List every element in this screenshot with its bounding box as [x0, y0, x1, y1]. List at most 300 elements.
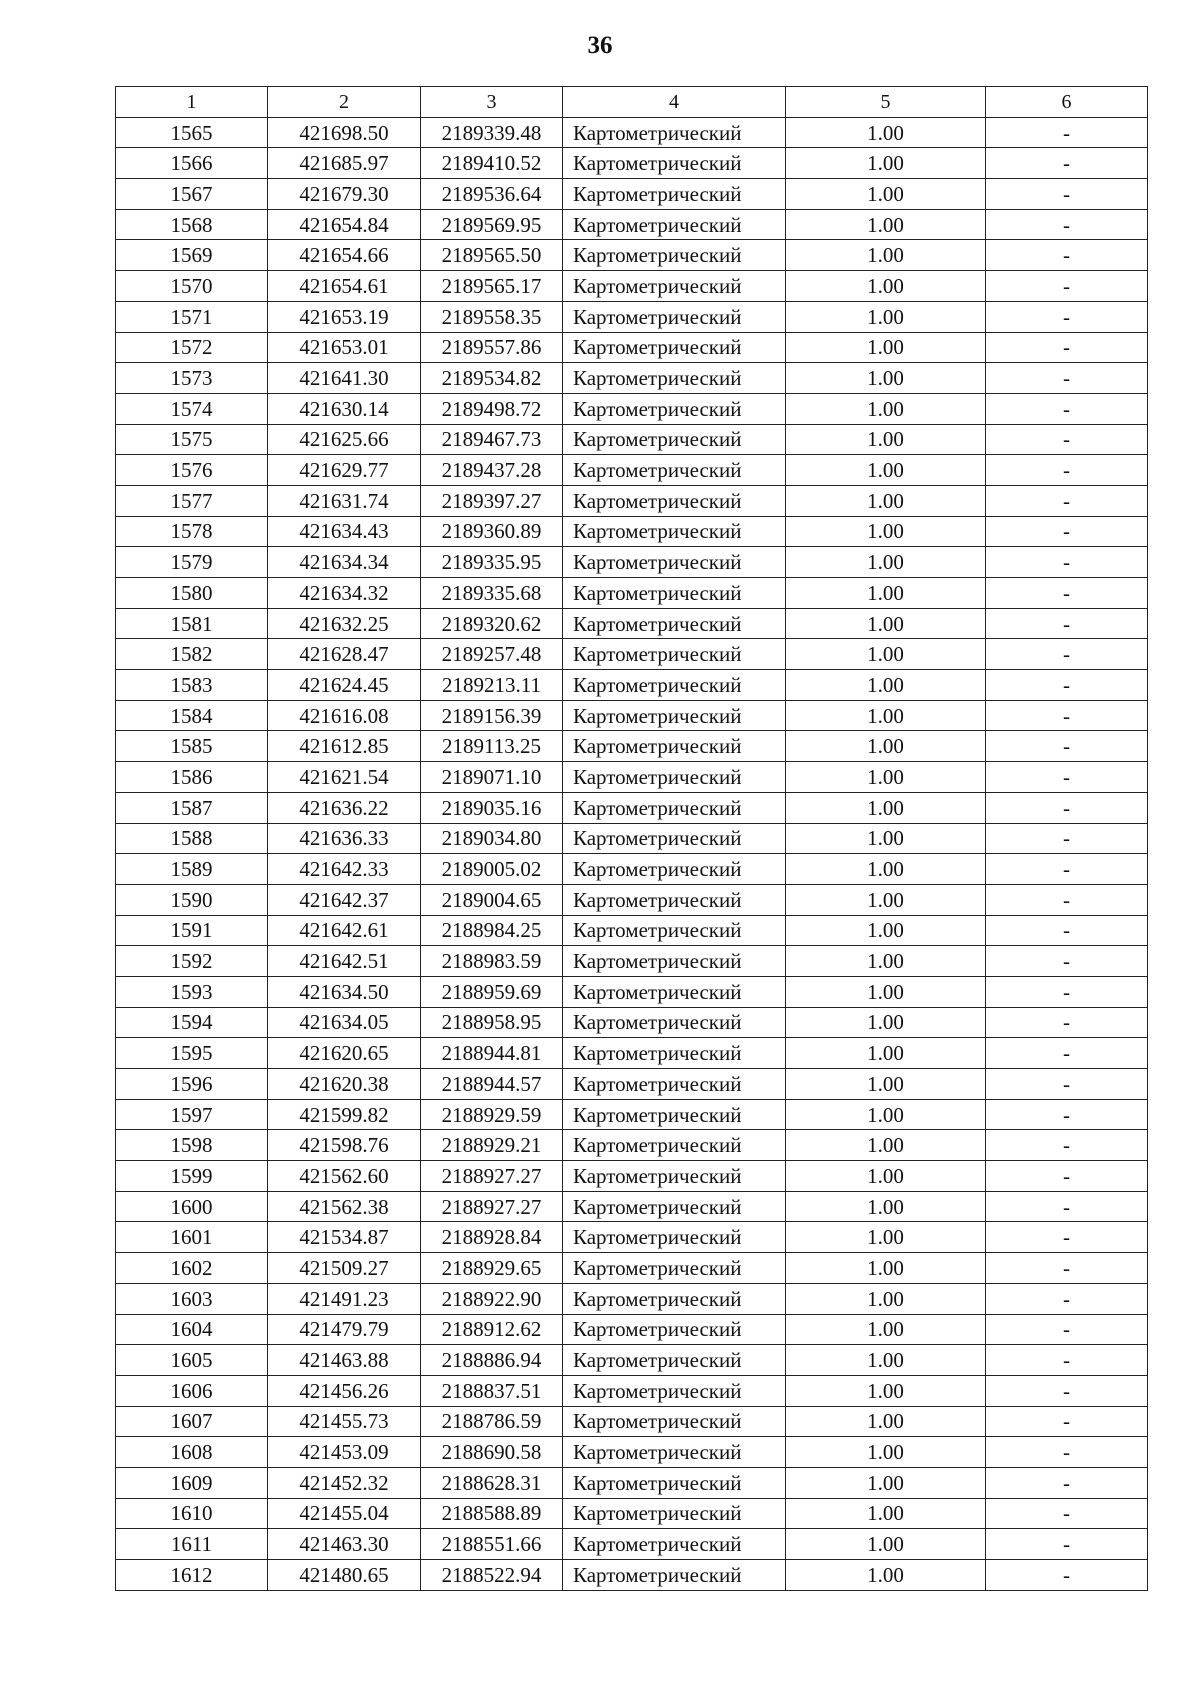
- x-coordinate-cell: 421636.22: [268, 792, 421, 823]
- note-cell: -: [986, 271, 1148, 302]
- table-row: [116, 578, 1148, 609]
- table-row: [116, 1437, 1148, 1468]
- accuracy-cell: 1.00: [786, 976, 986, 1007]
- x-coordinate-cell: 421634.32: [268, 578, 421, 609]
- x-coordinate-cell: 421698.50: [268, 117, 421, 148]
- point-number-cell: 1573: [116, 363, 268, 394]
- y-coordinate-cell: 2189534.82: [421, 363, 563, 394]
- method-cell: Картометрический: [563, 117, 786, 148]
- note-cell: -: [986, 485, 1148, 516]
- accuracy-cell: 1.00: [786, 1069, 986, 1100]
- method-cell: Картометрический: [563, 976, 786, 1007]
- note-cell: -: [986, 209, 1148, 240]
- method-cell: Картометрический: [563, 1038, 786, 1069]
- x-coordinate-cell: 421679.30: [268, 179, 421, 210]
- table-row: [116, 700, 1148, 731]
- y-coordinate-cell: 2188922.90: [421, 1283, 563, 1314]
- table-row: [116, 301, 1148, 332]
- x-coordinate-cell: 421491.23: [268, 1283, 421, 1314]
- note-cell: -: [986, 608, 1148, 639]
- note-cell: -: [986, 1283, 1148, 1314]
- point-number-cell: 1608: [116, 1437, 268, 1468]
- point-number-cell: 1588: [116, 823, 268, 854]
- table-row: [116, 1038, 1148, 1069]
- y-coordinate-cell: 2188837.51: [421, 1375, 563, 1406]
- note-cell: -: [986, 700, 1148, 731]
- method-cell: Картометрический: [563, 578, 786, 609]
- y-coordinate-cell: 2188929.65: [421, 1253, 563, 1284]
- point-number-cell: 1586: [116, 762, 268, 793]
- point-number-cell: 1590: [116, 884, 268, 915]
- note-cell: -: [986, 1467, 1148, 1498]
- x-coordinate-cell: 421599.82: [268, 1099, 421, 1130]
- y-coordinate-cell: 2189335.68: [421, 578, 563, 609]
- y-coordinate-cell: 2189565.50: [421, 240, 563, 271]
- note-cell: -: [986, 823, 1148, 854]
- y-coordinate-cell: 2189498.72: [421, 393, 563, 424]
- y-coordinate-cell: 2189213.11: [421, 670, 563, 701]
- note-cell: -: [986, 946, 1148, 977]
- x-coordinate-cell: 421625.66: [268, 424, 421, 455]
- note-cell: -: [986, 1406, 1148, 1437]
- accuracy-cell: 1.00: [786, 516, 986, 547]
- point-number-cell: 1575: [116, 424, 268, 455]
- x-coordinate-cell: 421621.54: [268, 762, 421, 793]
- y-coordinate-cell: 2189004.65: [421, 884, 563, 915]
- note-cell: -: [986, 578, 1148, 609]
- accuracy-cell: 1.00: [786, 731, 986, 762]
- y-coordinate-cell: 2188983.59: [421, 946, 563, 977]
- point-number-cell: 1602: [116, 1253, 268, 1284]
- note-cell: -: [986, 762, 1148, 793]
- table-row: [116, 271, 1148, 302]
- note-cell: -: [986, 179, 1148, 210]
- y-coordinate-cell: 2188944.81: [421, 1038, 563, 1069]
- table-row: [116, 179, 1148, 210]
- point-number-cell: 1605: [116, 1345, 268, 1376]
- x-coordinate-cell: 421653.01: [268, 332, 421, 363]
- accuracy-cell: 1.00: [786, 271, 986, 302]
- x-coordinate-cell: 421620.65: [268, 1038, 421, 1069]
- point-number-cell: 1577: [116, 485, 268, 516]
- note-cell: -: [986, 792, 1148, 823]
- x-coordinate-cell: 421642.33: [268, 854, 421, 885]
- y-coordinate-cell: 2188927.27: [421, 1161, 563, 1192]
- accuracy-cell: 1.00: [786, 117, 986, 148]
- column-header-3: 3: [421, 87, 563, 118]
- y-coordinate-cell: 2189071.10: [421, 762, 563, 793]
- accuracy-cell: 1.00: [786, 1406, 986, 1437]
- accuracy-cell: 1.00: [786, 393, 986, 424]
- note-cell: -: [986, 148, 1148, 179]
- accuracy-cell: 1.00: [786, 854, 986, 885]
- x-coordinate-cell: 421463.30: [268, 1529, 421, 1560]
- table-row: [116, 1529, 1148, 1560]
- coordinates-table: [115, 86, 1148, 1591]
- table-row: [116, 915, 1148, 946]
- accuracy-cell: 1.00: [786, 1437, 986, 1468]
- accuracy-cell: 1.00: [786, 240, 986, 271]
- note-cell: -: [986, 915, 1148, 946]
- accuracy-cell: 1.00: [786, 608, 986, 639]
- method-cell: Картометрический: [563, 1498, 786, 1529]
- accuracy-cell: 1.00: [786, 1038, 986, 1069]
- x-coordinate-cell: 421636.33: [268, 823, 421, 854]
- point-number-cell: 1572: [116, 332, 268, 363]
- x-coordinate-cell: 421534.87: [268, 1222, 421, 1253]
- point-number-cell: 1593: [116, 976, 268, 1007]
- table-row: [116, 1283, 1148, 1314]
- table-row: [116, 1498, 1148, 1529]
- x-coordinate-cell: 421562.38: [268, 1191, 421, 1222]
- x-coordinate-cell: 421634.05: [268, 1007, 421, 1038]
- point-number-cell: 1600: [116, 1191, 268, 1222]
- y-coordinate-cell: 2188886.94: [421, 1345, 563, 1376]
- x-coordinate-cell: 421628.47: [268, 639, 421, 670]
- table-row: [116, 976, 1148, 1007]
- method-cell: Картометрический: [563, 424, 786, 455]
- x-coordinate-cell: 421509.27: [268, 1253, 421, 1284]
- y-coordinate-cell: 2189156.39: [421, 700, 563, 731]
- accuracy-cell: 1.00: [786, 1467, 986, 1498]
- point-number-cell: 1604: [116, 1314, 268, 1345]
- accuracy-cell: 1.00: [786, 700, 986, 731]
- point-number-cell: 1589: [116, 854, 268, 885]
- x-coordinate-cell: 421453.09: [268, 1437, 421, 1468]
- accuracy-cell: 1.00: [786, 301, 986, 332]
- note-cell: -: [986, 516, 1148, 547]
- method-cell: Картометрический: [563, 1437, 786, 1468]
- table-row: [116, 884, 1148, 915]
- x-coordinate-cell: 421620.38: [268, 1069, 421, 1100]
- accuracy-cell: 1.00: [786, 946, 986, 977]
- point-number-cell: 1576: [116, 455, 268, 486]
- point-number-cell: 1591: [116, 915, 268, 946]
- method-cell: Картометрический: [563, 240, 786, 271]
- note-cell: -: [986, 547, 1148, 578]
- method-cell: Картометрический: [563, 1007, 786, 1038]
- accuracy-cell: 1.00: [786, 762, 986, 793]
- note-cell: -: [986, 1375, 1148, 1406]
- table-row: [116, 1314, 1148, 1345]
- note-cell: -: [986, 976, 1148, 1007]
- point-number-cell: 1609: [116, 1467, 268, 1498]
- y-coordinate-cell: 2189035.16: [421, 792, 563, 823]
- y-coordinate-cell: 2188522.94: [421, 1560, 563, 1591]
- y-coordinate-cell: 2188628.31: [421, 1467, 563, 1498]
- y-coordinate-cell: 2188929.21: [421, 1130, 563, 1161]
- accuracy-cell: 1.00: [786, 639, 986, 670]
- method-cell: Картометрический: [563, 915, 786, 946]
- note-cell: -: [986, 240, 1148, 271]
- y-coordinate-cell: 2188912.62: [421, 1314, 563, 1345]
- accuracy-cell: 1.00: [786, 670, 986, 701]
- table-row: [116, 516, 1148, 547]
- note-cell: -: [986, 1253, 1148, 1284]
- table-body: [116, 117, 1148, 1590]
- y-coordinate-cell: 2189467.73: [421, 424, 563, 455]
- note-cell: -: [986, 1069, 1148, 1100]
- y-coordinate-cell: 2189005.02: [421, 854, 563, 885]
- table-row: [116, 792, 1148, 823]
- table-row: [116, 823, 1148, 854]
- table-row: [116, 1345, 1148, 1376]
- table-row: [116, 117, 1148, 148]
- y-coordinate-cell: 2188984.25: [421, 915, 563, 946]
- method-cell: Картометрический: [563, 1099, 786, 1130]
- column-header-4: 4: [563, 87, 786, 118]
- y-coordinate-cell: 2189410.52: [421, 148, 563, 179]
- method-cell: Картометрический: [563, 639, 786, 670]
- y-coordinate-cell: 2189565.17: [421, 271, 563, 302]
- table-row: [116, 209, 1148, 240]
- note-cell: -: [986, 332, 1148, 363]
- point-number-cell: 1582: [116, 639, 268, 670]
- method-cell: Картометрический: [563, 792, 786, 823]
- x-coordinate-cell: 421634.34: [268, 547, 421, 578]
- x-coordinate-cell: 421631.74: [268, 485, 421, 516]
- method-cell: Картометрический: [563, 700, 786, 731]
- y-coordinate-cell: 2189257.48: [421, 639, 563, 670]
- y-coordinate-cell: 2188690.58: [421, 1437, 563, 1468]
- method-cell: Картометрический: [563, 455, 786, 486]
- note-cell: -: [986, 1498, 1148, 1529]
- method-cell: Картометрический: [563, 1560, 786, 1591]
- method-cell: Картометрический: [563, 148, 786, 179]
- x-coordinate-cell: 421616.08: [268, 700, 421, 731]
- method-cell: Картометрический: [563, 884, 786, 915]
- point-number-cell: 1571: [116, 301, 268, 332]
- accuracy-cell: 1.00: [786, 209, 986, 240]
- table-row: [116, 1467, 1148, 1498]
- method-cell: Картометрический: [563, 1314, 786, 1345]
- x-coordinate-cell: 421634.43: [268, 516, 421, 547]
- method-cell: Картометрический: [563, 1283, 786, 1314]
- point-number-cell: 1574: [116, 393, 268, 424]
- x-coordinate-cell: 421452.32: [268, 1467, 421, 1498]
- point-number-cell: 1606: [116, 1375, 268, 1406]
- point-number-cell: 1601: [116, 1222, 268, 1253]
- x-coordinate-cell: 421634.50: [268, 976, 421, 1007]
- accuracy-cell: 1.00: [786, 1283, 986, 1314]
- column-header-2: 2: [268, 87, 421, 118]
- accuracy-cell: 1.00: [786, 915, 986, 946]
- x-coordinate-cell: 421479.79: [268, 1314, 421, 1345]
- note-cell: -: [986, 117, 1148, 148]
- x-coordinate-cell: 421685.97: [268, 148, 421, 179]
- y-coordinate-cell: 2188929.59: [421, 1099, 563, 1130]
- y-coordinate-cell: 2188928.84: [421, 1222, 563, 1253]
- method-cell: Картометрический: [563, 516, 786, 547]
- note-cell: -: [986, 1222, 1148, 1253]
- accuracy-cell: 1.00: [786, 578, 986, 609]
- note-cell: -: [986, 1161, 1148, 1192]
- method-cell: Картометрический: [563, 823, 786, 854]
- x-coordinate-cell: 421654.61: [268, 271, 421, 302]
- y-coordinate-cell: 2189437.28: [421, 455, 563, 486]
- table-row: [116, 393, 1148, 424]
- x-coordinate-cell: 421624.45: [268, 670, 421, 701]
- table-row: [116, 1069, 1148, 1100]
- point-number-cell: 1567: [116, 179, 268, 210]
- method-cell: Картометрический: [563, 1529, 786, 1560]
- page-number: 36: [587, 32, 613, 59]
- table-row: [116, 148, 1148, 179]
- x-coordinate-cell: 421463.88: [268, 1345, 421, 1376]
- note-cell: -: [986, 1345, 1148, 1376]
- point-number-cell: 1594: [116, 1007, 268, 1038]
- x-coordinate-cell: 421455.73: [268, 1406, 421, 1437]
- point-number-cell: 1603: [116, 1283, 268, 1314]
- method-cell: Картометрический: [563, 670, 786, 701]
- note-cell: -: [986, 670, 1148, 701]
- method-cell: Картометрический: [563, 1130, 786, 1161]
- point-number-cell: 1587: [116, 792, 268, 823]
- table-row: [116, 946, 1148, 977]
- y-coordinate-cell: 2189397.27: [421, 485, 563, 516]
- table-row: [116, 670, 1148, 701]
- table-row: [116, 1007, 1148, 1038]
- point-number-cell: 1581: [116, 608, 268, 639]
- y-coordinate-cell: 2189335.95: [421, 547, 563, 578]
- point-number-cell: 1579: [116, 547, 268, 578]
- y-coordinate-cell: 2189569.95: [421, 209, 563, 240]
- method-cell: Картометрический: [563, 946, 786, 977]
- accuracy-cell: 1.00: [786, 547, 986, 578]
- accuracy-cell: 1.00: [786, 1375, 986, 1406]
- point-number-cell: 1583: [116, 670, 268, 701]
- y-coordinate-cell: 2188958.95: [421, 1007, 563, 1038]
- point-number-cell: 1607: [116, 1406, 268, 1437]
- table-row: [116, 240, 1148, 271]
- header-row: [116, 87, 1148, 118]
- note-cell: -: [986, 1099, 1148, 1130]
- table-row: [116, 854, 1148, 885]
- table-row: [116, 1099, 1148, 1130]
- table-row: [116, 485, 1148, 516]
- method-cell: Картометрический: [563, 1345, 786, 1376]
- table-row: [116, 1161, 1148, 1192]
- table-row: [116, 363, 1148, 394]
- note-cell: -: [986, 393, 1148, 424]
- table-row: [116, 1222, 1148, 1253]
- column-header-6: 6: [986, 87, 1148, 118]
- table-row: [116, 1560, 1148, 1591]
- table-row: [116, 1253, 1148, 1284]
- y-coordinate-cell: 2188588.89: [421, 1498, 563, 1529]
- accuracy-cell: 1.00: [786, 1560, 986, 1591]
- note-cell: -: [986, 1130, 1148, 1161]
- column-header-1: 1: [116, 87, 268, 118]
- table-row: [116, 639, 1148, 670]
- accuracy-cell: 1.00: [786, 1314, 986, 1345]
- method-cell: Картометрический: [563, 393, 786, 424]
- point-number-cell: 1565: [116, 117, 268, 148]
- method-cell: Картометрический: [563, 271, 786, 302]
- accuracy-cell: 1.00: [786, 1222, 986, 1253]
- accuracy-cell: 1.00: [786, 148, 986, 179]
- accuracy-cell: 1.00: [786, 1099, 986, 1130]
- accuracy-cell: 1.00: [786, 1529, 986, 1560]
- y-coordinate-cell: 2189558.35: [421, 301, 563, 332]
- method-cell: Картометрический: [563, 1467, 786, 1498]
- accuracy-cell: 1.00: [786, 1253, 986, 1284]
- note-cell: -: [986, 1007, 1148, 1038]
- note-cell: -: [986, 854, 1148, 885]
- x-coordinate-cell: 421641.30: [268, 363, 421, 394]
- table-row: [116, 332, 1148, 363]
- note-cell: -: [986, 1560, 1148, 1591]
- accuracy-cell: 1.00: [786, 823, 986, 854]
- method-cell: Картометрический: [563, 608, 786, 639]
- table-row: [116, 547, 1148, 578]
- method-cell: Картометрический: [563, 1069, 786, 1100]
- table-row: [116, 762, 1148, 793]
- note-cell: -: [986, 731, 1148, 762]
- note-cell: -: [986, 884, 1148, 915]
- point-number-cell: 1585: [116, 731, 268, 762]
- y-coordinate-cell: 2188927.27: [421, 1191, 563, 1222]
- note-cell: -: [986, 639, 1148, 670]
- point-number-cell: 1566: [116, 148, 268, 179]
- accuracy-cell: 1.00: [786, 1130, 986, 1161]
- y-coordinate-cell: 2188959.69: [421, 976, 563, 1007]
- method-cell: Картометрический: [563, 547, 786, 578]
- accuracy-cell: 1.00: [786, 363, 986, 394]
- point-number-cell: 1578: [116, 516, 268, 547]
- accuracy-cell: 1.00: [786, 1191, 986, 1222]
- note-cell: -: [986, 1437, 1148, 1468]
- point-number-cell: 1580: [116, 578, 268, 609]
- point-number-cell: 1569: [116, 240, 268, 271]
- table-row: [116, 1375, 1148, 1406]
- accuracy-cell: 1.00: [786, 485, 986, 516]
- note-cell: -: [986, 1191, 1148, 1222]
- method-cell: Картометрический: [563, 762, 786, 793]
- method-cell: Картометрический: [563, 332, 786, 363]
- x-coordinate-cell: 421629.77: [268, 455, 421, 486]
- point-number-cell: 1598: [116, 1130, 268, 1161]
- accuracy-cell: 1.00: [786, 1007, 986, 1038]
- point-number-cell: 1568: [116, 209, 268, 240]
- method-cell: Картометрический: [563, 363, 786, 394]
- y-coordinate-cell: 2189557.86: [421, 332, 563, 363]
- x-coordinate-cell: 421654.84: [268, 209, 421, 240]
- method-cell: Картометрический: [563, 179, 786, 210]
- point-number-cell: 1592: [116, 946, 268, 977]
- method-cell: Картометрический: [563, 1161, 786, 1192]
- method-cell: Картометрический: [563, 1406, 786, 1437]
- note-cell: -: [986, 1314, 1148, 1345]
- accuracy-cell: 1.00: [786, 424, 986, 455]
- y-coordinate-cell: 2189360.89: [421, 516, 563, 547]
- table-row: [116, 1406, 1148, 1437]
- method-cell: Картометрический: [563, 1253, 786, 1284]
- y-coordinate-cell: 2188551.66: [421, 1529, 563, 1560]
- method-cell: Картометрический: [563, 301, 786, 332]
- point-number-cell: 1597: [116, 1099, 268, 1130]
- point-number-cell: 1599: [116, 1161, 268, 1192]
- note-cell: -: [986, 1038, 1148, 1069]
- method-cell: Картометрический: [563, 1191, 786, 1222]
- point-number-cell: 1570: [116, 271, 268, 302]
- table-row: [116, 1130, 1148, 1161]
- point-number-cell: 1611: [116, 1529, 268, 1560]
- x-coordinate-cell: 421653.19: [268, 301, 421, 332]
- y-coordinate-cell: 2189113.25: [421, 731, 563, 762]
- method-cell: Картометрический: [563, 1222, 786, 1253]
- note-cell: -: [986, 1529, 1148, 1560]
